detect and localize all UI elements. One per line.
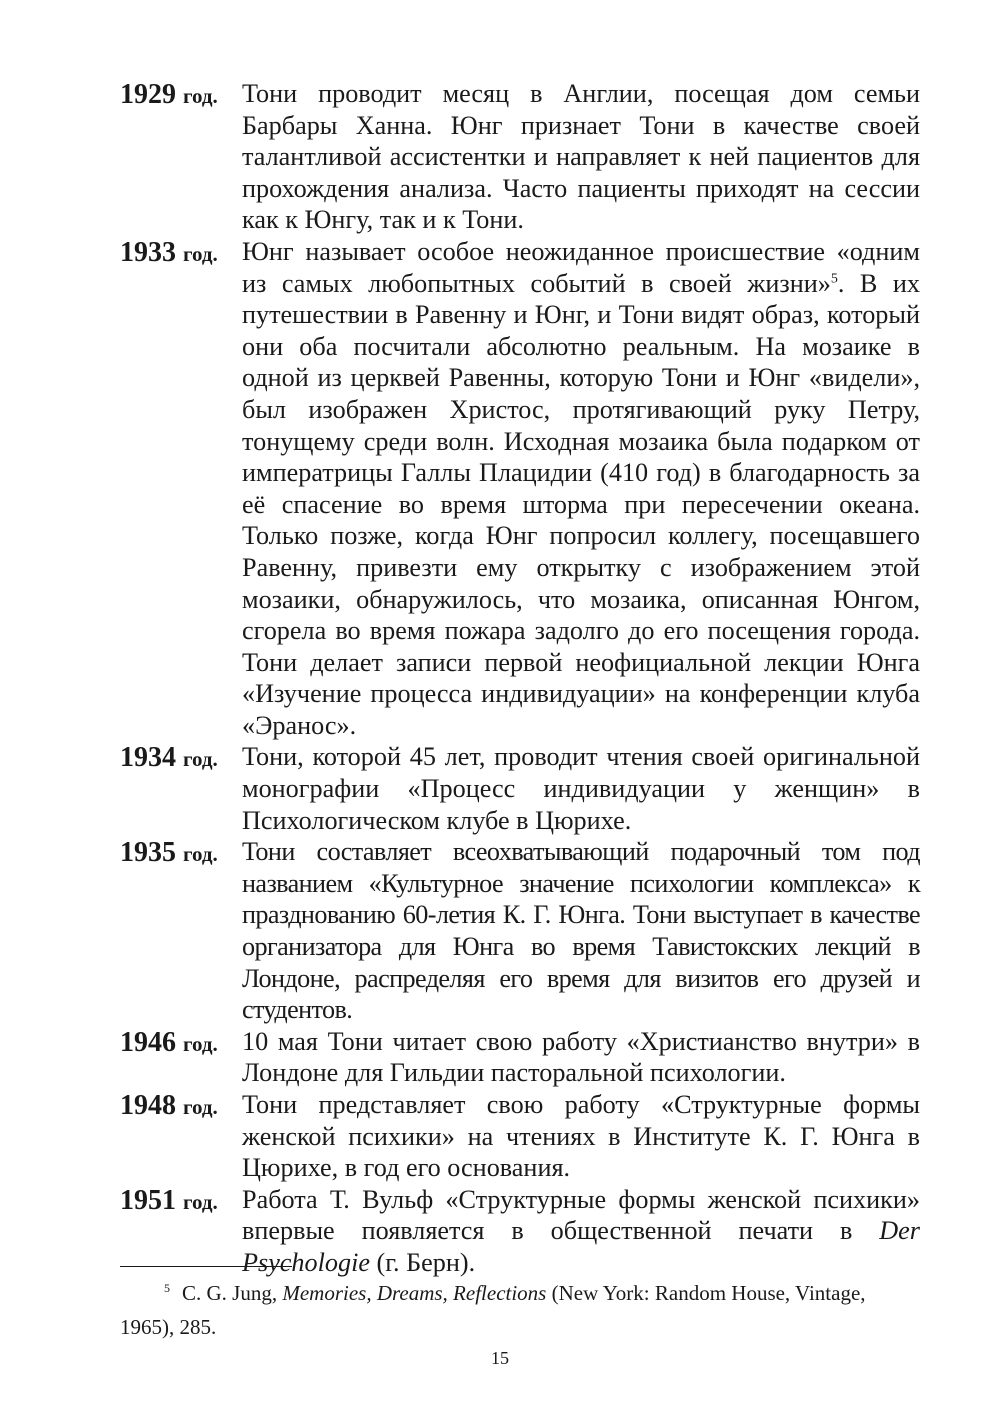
journal-title: Der Psychologie [242,1216,920,1277]
footnote-mark: 5 [164,1281,170,1295]
entry-year: 1934 год. [120,742,218,774]
entry-text: Тони составляет всеохватывающий подарочный том под названием «Культурное значение психологии комплекса» к празднованию 60-летия К. Г. Юнга. Тони выступает в качестве организатора для Юнга во время Тавистокских лекций в Лондоне, распределяя его время для визитов его друзей и студентов. [242,837,920,1025]
entry-text: 10 мая Тони читает свою работу «Христианство внутри» в Лондоне для Гильдии пасторальной психологии. [242,1026,920,1088]
footnote-reference[interactable]: 5 [830,270,838,286]
entry-1946 [120,1026,920,1089]
entry-text: Работа Т. Вульф «Структурные формы женской психики» впервые появляется в общественной печати в Der Psychologie (г. Берн). [242,1184,920,1277]
entry-year: 1935 год. [120,837,218,869]
entry-1935 [120,836,920,1026]
entry-year: 1933 год. [120,236,218,268]
entry-text: Юнг называет особое неожиданное происшествие «одним из самых любопытных событий в своей жизни»$^5$. В их путешествии в Равенну и Юнг, и Тони видят образ, который они оба посчитали абсолютно реальным. На мозаике в одной из церквей Равенны, которую Тони и Юнг «видели», был изображен Христос, протягивающий руку Петру, тонущему среди волн. Исходная мозаика была подарком от императрицы Галлы Плацидии (410 год) в благодарность за её спасение во время шторма при пересечении океана. Только позже, когда Юнг попросил коллегу, посещавшего Равенну, привезти ему открытку с изображением этой мозаики, обнаружилось, что мозаика, описанная Юнгом, сгорела во время пожара задолго до его посещения города. Тони делает записи первой неофициальной лекции Юнга «Изучение процесса индивидуации» на конференции клуба «Эранос». [242,236,921,740]
entry-year: 1948 год. [120,1090,218,1121]
entry-year: 1929 год. [120,79,218,110]
entry-1948 [120,1089,920,1184]
entry-1951 [120,1184,920,1279]
footnote-divider [120,1266,292,1267]
entry-year: 1951 год. [120,1184,218,1216]
entry-1933 [120,236,920,742]
entry-1929 [120,78,920,236]
entry-text: Тони проводит месяц в Англии, посещая дом семьи Барбары Ханна. Юнг признает Тони в качестве своей талантливой ассистентки и направляет к ней пациентов для прохождения анализа. Часто пациенты приходят на сессии как к Юнгу, так и к Тони. [242,79,920,235]
entry-year: 1946 год. [120,1026,218,1058]
page-number: 15 [491,1348,509,1368]
entry-1934 [120,741,920,836]
chronology [120,78,920,1279]
entry-text: Тони, которой 45 лет, проводит чтения своей оригинальной монографии «Процесс индивидуации у женщин» в Психологическом клубе в Цюрихе. [242,742,920,835]
entry-text: Тони представляет свою работу «Структурные формы женской психики» на чтениях в Институте К. Г. Юнга в Цюрихе, в год его основания. [242,1090,920,1183]
footnote-book-title: Memories, Dreams, Reflections [282,1281,547,1305]
footnote: $^5$ C. G. Jung, Memories, Dreams, Reflections (New York: Random House, Vintage, 1965), 285. [120,1281,866,1339]
